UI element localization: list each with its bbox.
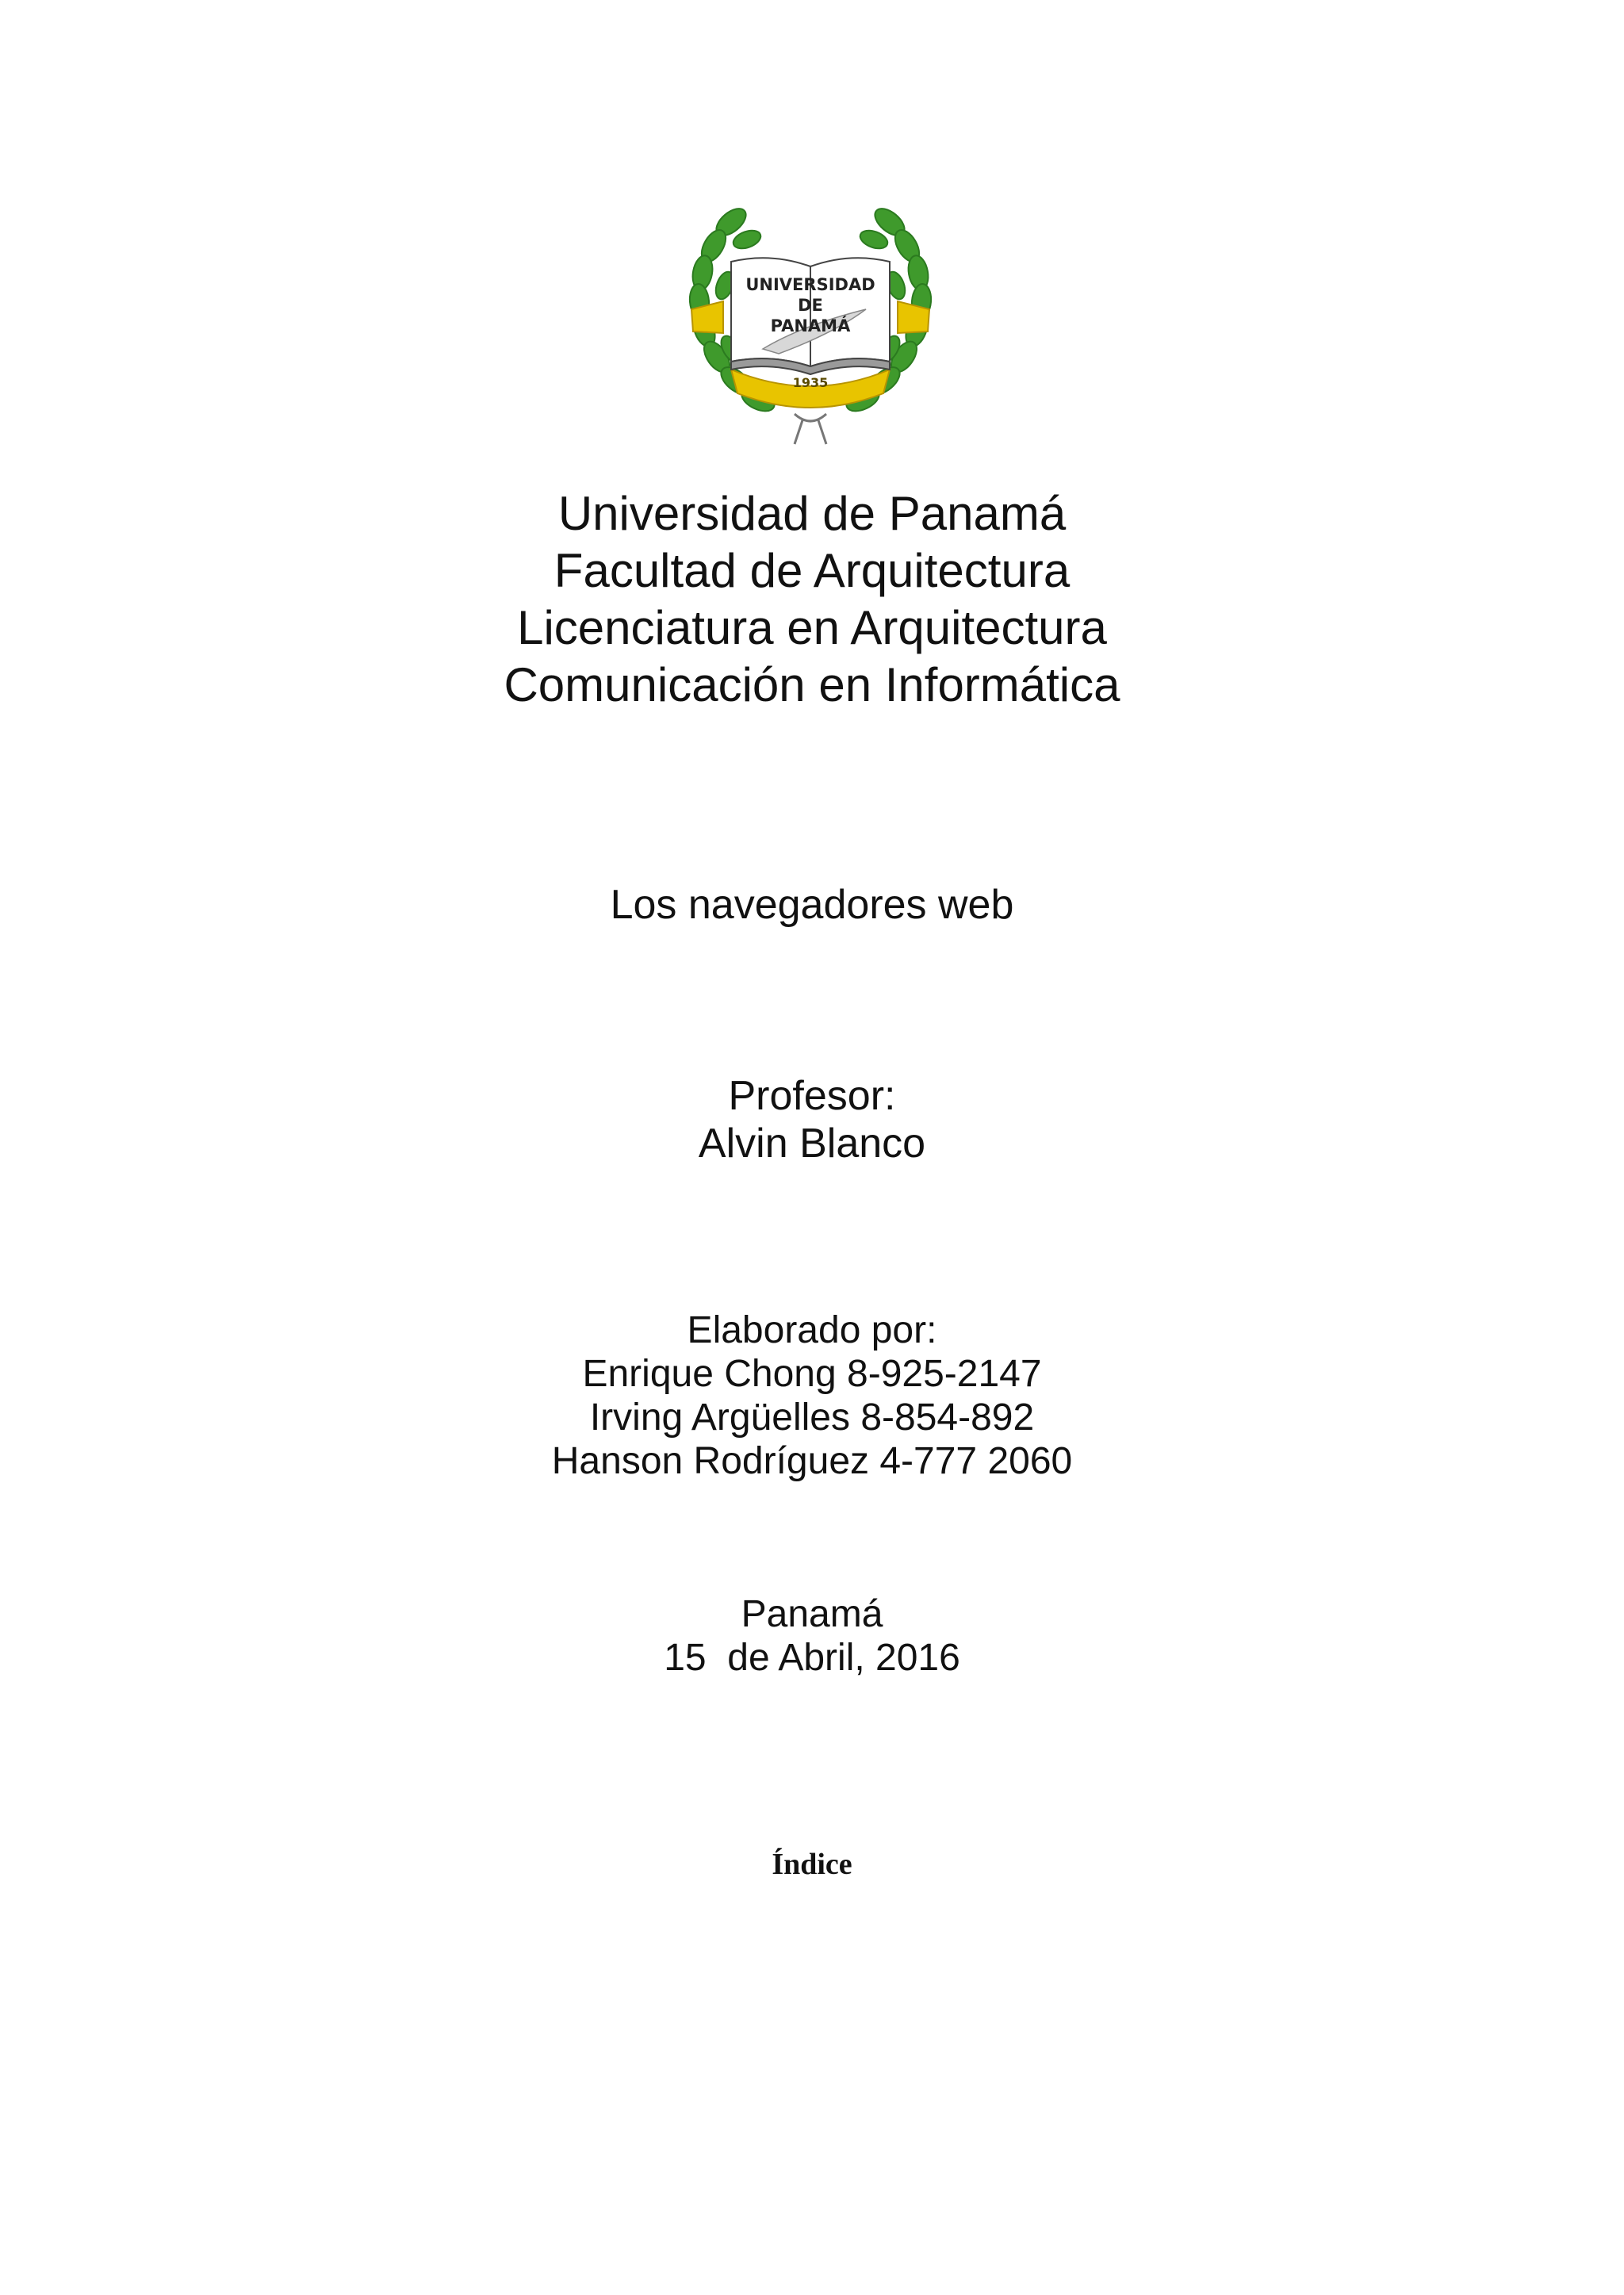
place: Panamá [741,1593,883,1635]
professor-block [0,1072,1624,1167]
author-line: Irving Argüelles 8-854-892 [589,1397,1035,1439]
authors-label: Elaborado por: [687,1309,937,1351]
author-line: Enrique Chong 8-925-2147 [582,1353,1042,1395]
author-line: Hanson Rodríguez 4-777 2060 [551,1440,1073,1482]
authors-block [0,1308,1624,1483]
degree-name: Licenciatura en Arquitectura [517,601,1107,654]
svg-text:UNIVERSIDAD: UNIVERSIDAD [745,275,875,294]
svg-text:PANAMÁ: PANAMÁ [770,316,851,335]
professor-label: Profesor: [728,1073,896,1119]
seal-lettering [0,0,1,1]
place-date-block [0,1592,1624,1680]
course-name: Comunicación en Informática [504,658,1120,711]
institution-block [0,485,1624,714]
svg-text:DE: DE [798,296,823,315]
university-name: Universidad de Panamá [557,487,1067,540]
faculty-name: Facultad de Arquitectura [553,544,1071,597]
index-heading: Índice [772,1848,852,1881]
svg-text:1935: 1935 [792,375,829,390]
professor-name: Alvin Blanco [698,1121,926,1167]
ribbon-knot [795,414,826,444]
document-topic: Los navegadores web [610,882,1014,928]
university-seal-icon [676,190,945,460]
date: 15 de Abril, 2016 [664,1637,960,1679]
